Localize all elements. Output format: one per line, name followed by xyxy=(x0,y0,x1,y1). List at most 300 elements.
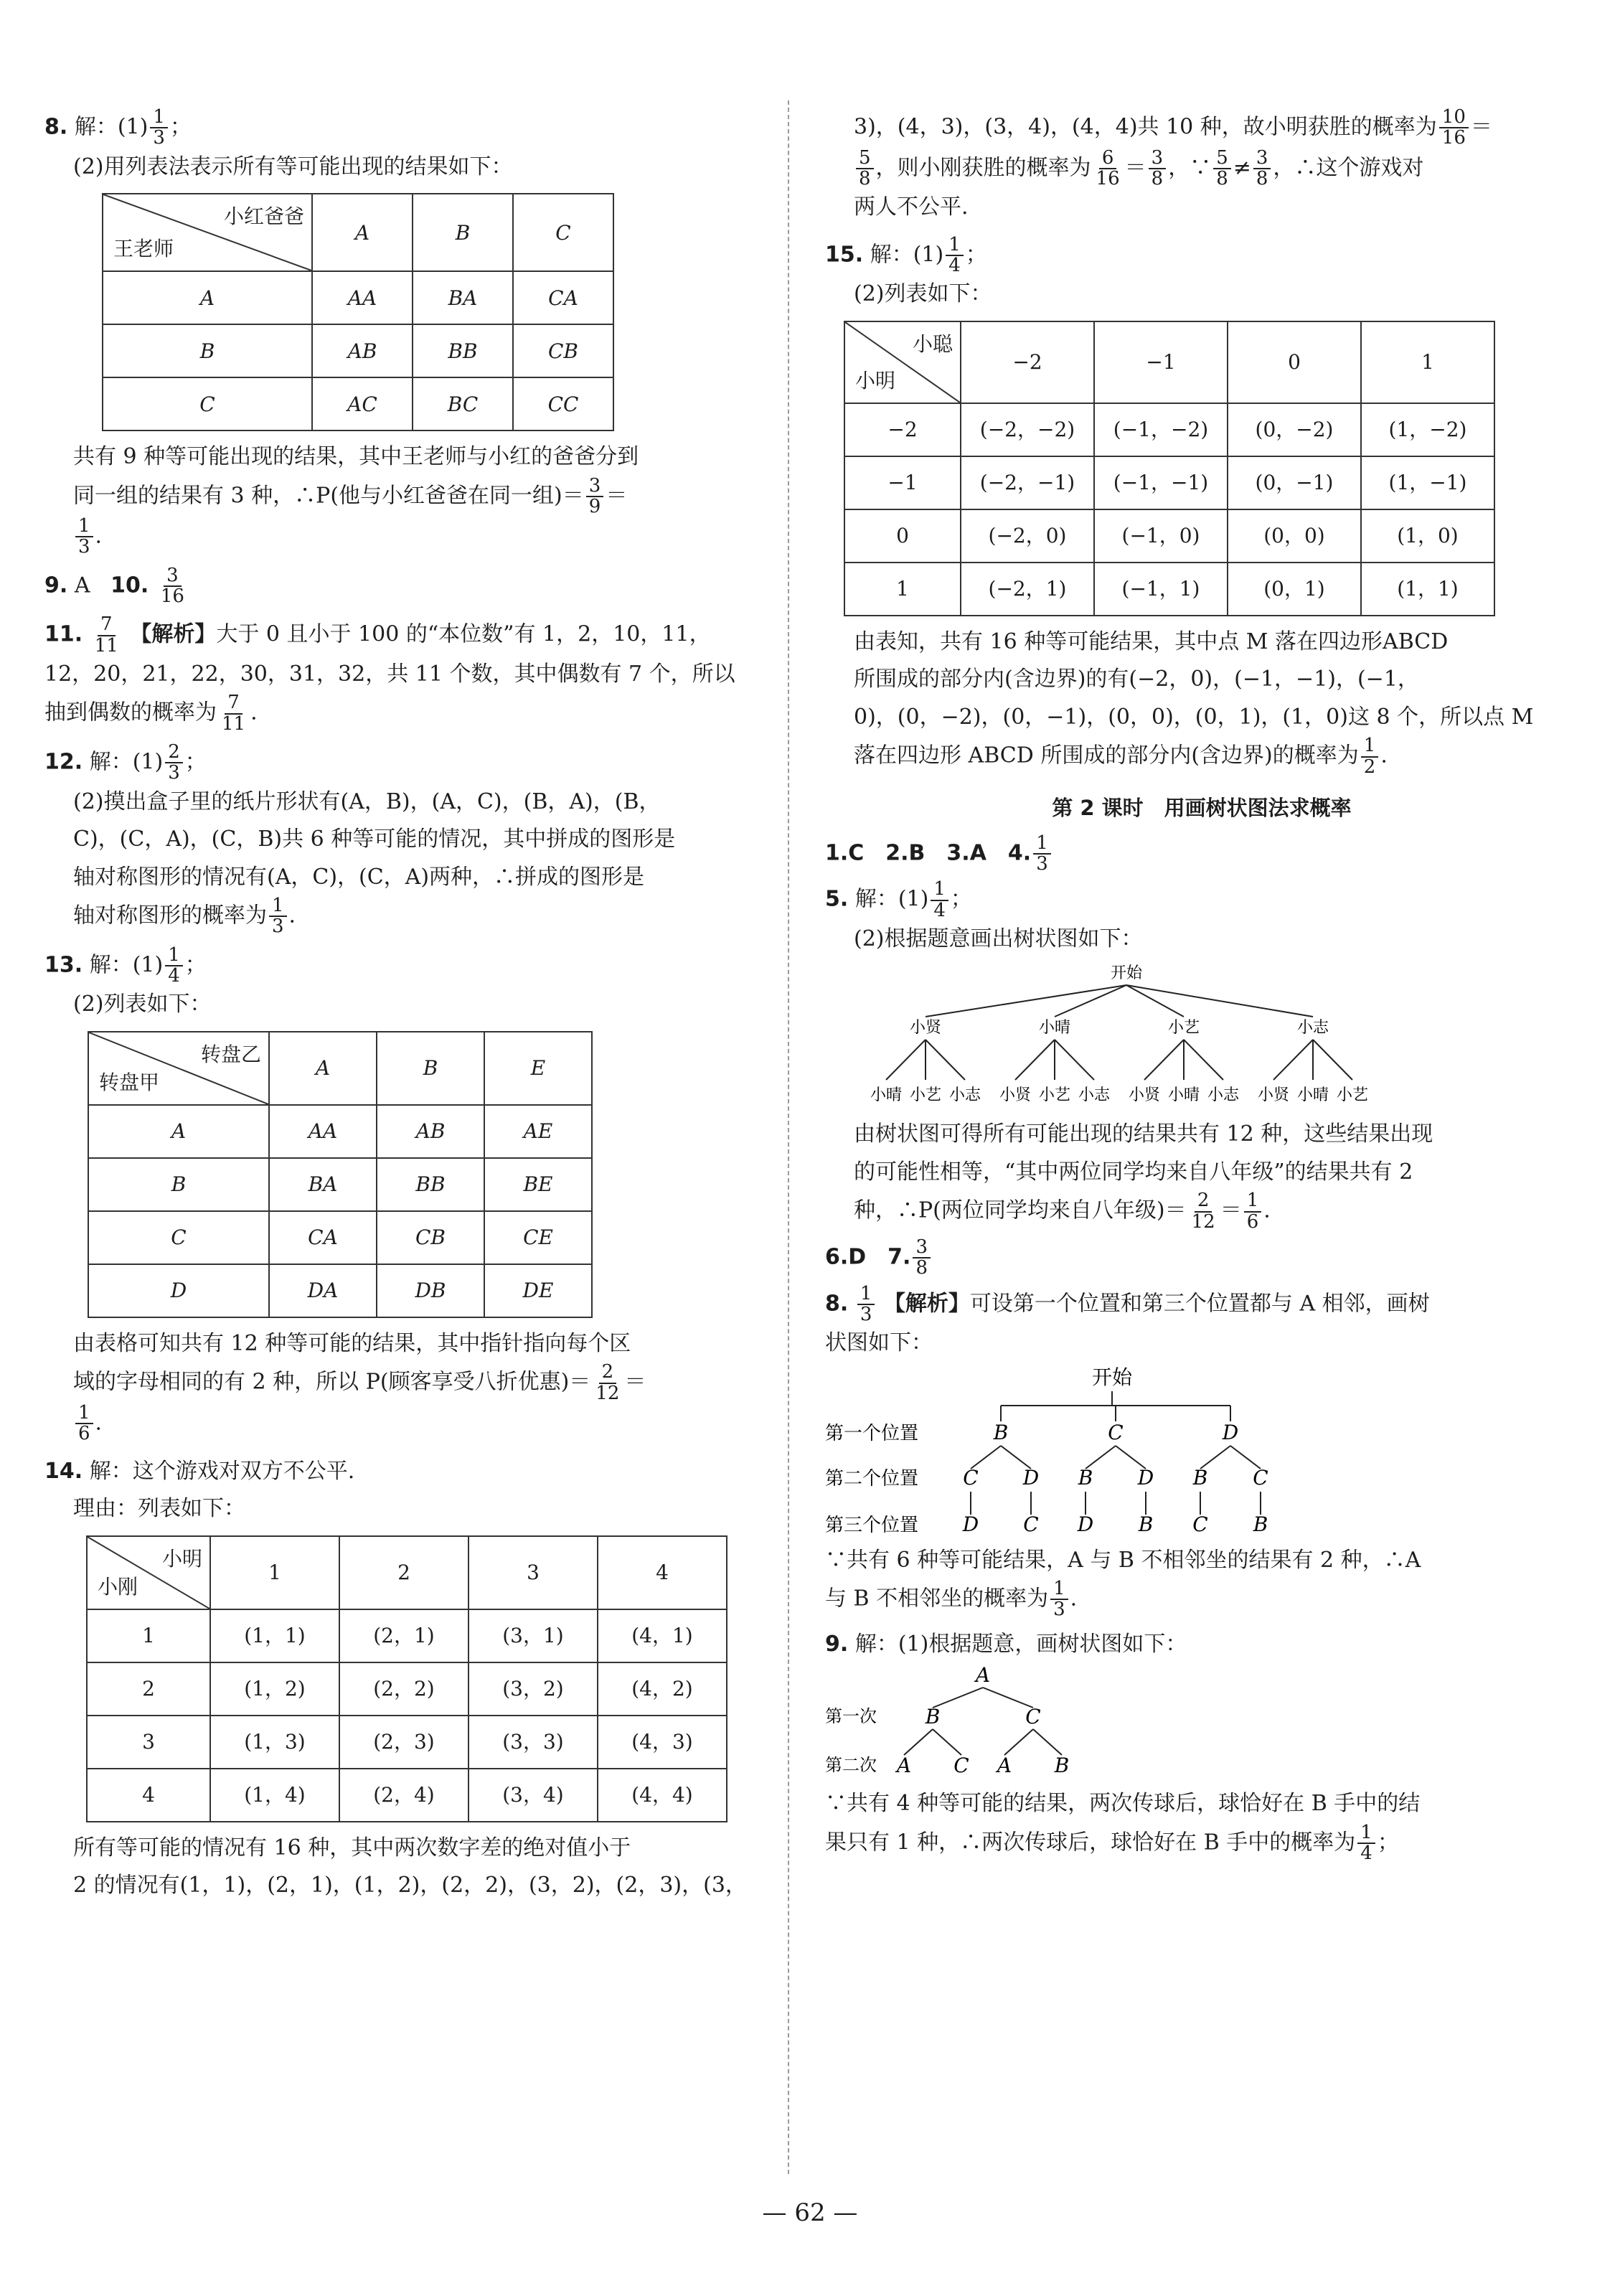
col-header: A xyxy=(312,194,413,271)
table-cell: (−2，0) xyxy=(961,509,1094,563)
answer-label: 解：(1) xyxy=(854,886,929,912)
answers: 1.C 2.B 3.A 4. xyxy=(825,839,1032,865)
row-header: 1 xyxy=(87,1609,210,1662)
text: 落在四边形 ABCD 所围成的部分内(含边界)的概率为 xyxy=(854,743,1359,768)
tree-branch xyxy=(1015,1040,1055,1080)
tree-node-label: C xyxy=(953,1754,969,1778)
numerator: 2 xyxy=(599,1363,617,1383)
tree-node-label: B xyxy=(1054,1754,1070,1778)
fraction xyxy=(75,1403,93,1444)
question-number: 11. xyxy=(44,621,83,647)
text: 与 B 不相邻坐的概率为 xyxy=(825,1586,1049,1612)
table-cell: BA xyxy=(269,1158,377,1211)
paragraph xyxy=(825,146,1578,189)
row-header: C xyxy=(88,1211,269,1264)
table-cell: (−2，1) xyxy=(961,563,1094,616)
fraction xyxy=(1361,736,1379,777)
text: ≠ xyxy=(1233,154,1251,180)
s9-head xyxy=(825,1626,1578,1664)
tree-node-label: 小艺 xyxy=(1038,1086,1071,1105)
denominator: 12 xyxy=(1191,1210,1215,1233)
numerator: 1 xyxy=(931,880,948,900)
tree-node-label: B xyxy=(925,1705,941,1729)
q13-head xyxy=(44,946,755,987)
table-cell: (0，−1) xyxy=(1228,456,1361,509)
numerator: 1 xyxy=(75,517,93,537)
numerator: 1 xyxy=(1361,736,1379,757)
tree-node-label: 第二个位置 xyxy=(825,1467,919,1490)
table-cell: AB xyxy=(312,324,413,377)
text: ＝ xyxy=(606,482,628,508)
tree-node-label: D xyxy=(1222,1420,1239,1444)
denominator: 6 xyxy=(1246,1210,1259,1233)
tree-node-label: B xyxy=(993,1420,1009,1444)
row-header: B xyxy=(103,324,312,377)
tree-node-label: 开始 xyxy=(1091,1365,1133,1389)
paragraph: 由树状图可得所有可能出现的结果共有 12 种，这些结果出现 xyxy=(854,1121,1433,1147)
tree-branch xyxy=(886,1040,926,1080)
numerator: 2 xyxy=(165,743,183,763)
text: ＝ xyxy=(1470,114,1492,140)
text: . xyxy=(1070,1586,1078,1612)
fraction xyxy=(150,108,168,149)
tree-node-label: 小志 xyxy=(1078,1086,1111,1105)
numerator: 2 xyxy=(1195,1191,1212,1212)
denominator: 8 xyxy=(859,167,871,189)
text: 可设第一个位置和第三个位置都与 A 相邻，画树 xyxy=(969,1290,1430,1316)
fraction xyxy=(856,146,874,189)
numerator: 1 xyxy=(1357,1823,1375,1844)
denominator: 11 xyxy=(222,712,246,735)
row-header: 1 xyxy=(844,563,961,616)
fraction xyxy=(1244,1191,1262,1232)
q12-head xyxy=(44,743,755,784)
corner-bottom-label: 小明 xyxy=(855,368,896,392)
col-header: 2 xyxy=(339,1536,468,1609)
numerator: 7 xyxy=(225,693,242,714)
fraction xyxy=(593,1363,622,1403)
table-cell: (0，1) xyxy=(1228,563,1361,616)
paragraph: (2)根据题意画出树状图如下： xyxy=(854,926,1143,951)
fraction xyxy=(931,880,948,921)
row-header: D xyxy=(88,1264,269,1317)
denominator: 8 xyxy=(1256,167,1268,189)
question-number: 15. xyxy=(825,241,864,267)
paragraph: 所围成的部分内(含边界)的有(−2，0)，(−1，−1)，(−1， xyxy=(854,667,1419,692)
answer-label: 解：(1) xyxy=(89,952,164,978)
numerator: 3 xyxy=(1149,149,1167,169)
paragraph: 轴对称图形的情况有(A，C)，(C，A)两种，∴拼成的图形是 xyxy=(73,864,645,890)
question-number: 8. xyxy=(825,1290,849,1316)
page-number: — 62 — xyxy=(762,2198,858,2227)
tree-node-label: 开始 xyxy=(1110,964,1143,983)
numerator: 3 xyxy=(164,566,182,587)
tree-node-label: D xyxy=(1022,1465,1040,1490)
col-header: B xyxy=(377,1032,484,1105)
tree-node-label: 第一个位置 xyxy=(825,1422,919,1444)
paragraph xyxy=(44,1363,755,1403)
row-header: A xyxy=(88,1105,269,1158)
denominator: 2 xyxy=(1363,756,1376,778)
numerator: 1 xyxy=(165,946,183,966)
table-cell: (−1，−2) xyxy=(1094,403,1228,456)
table-cell: AB xyxy=(377,1105,484,1158)
analysis-tag: 【解析】 xyxy=(130,621,217,647)
corner-bottom-label: 王老师 xyxy=(113,237,174,261)
paragraph xyxy=(44,517,755,557)
row-header: B xyxy=(88,1158,269,1211)
paragraph xyxy=(44,1403,755,1444)
table-cell: (2，2) xyxy=(339,1662,468,1716)
section-title: 第 2 课时 用画树状图法求概率 xyxy=(1052,795,1352,820)
paragraph: 的可能性相等，“其中两位同学均来自八年级”的结果共有 2 xyxy=(854,1159,1413,1185)
paragraph: 状图如下： xyxy=(825,1330,933,1356)
q14-table xyxy=(86,1535,727,1822)
text: ＝ xyxy=(1220,1198,1242,1223)
tree-node-label: 小贤 xyxy=(1128,1086,1161,1105)
text: . xyxy=(1380,743,1388,768)
table-cell: CC xyxy=(513,377,613,430)
tree-node-label: 小贤 xyxy=(999,1086,1032,1105)
denominator: 8 xyxy=(1151,167,1164,189)
paragraph: (2)列表如下： xyxy=(73,992,212,1017)
paragraph xyxy=(44,476,755,517)
numerator: 7 xyxy=(98,615,116,636)
text: . xyxy=(288,903,296,928)
table-corner xyxy=(87,1536,210,1609)
table-corner xyxy=(103,194,312,271)
col-header: 0 xyxy=(1228,321,1361,403)
analysis-tag: 【解析】 xyxy=(883,1290,970,1316)
corner-bottom-label: 小刚 xyxy=(98,1574,138,1599)
question-number: 14. xyxy=(44,1458,83,1484)
denominator: 4 xyxy=(948,254,961,276)
tree-node-label: 第一次 xyxy=(825,1706,877,1727)
denominator: 8 xyxy=(915,1257,928,1279)
punct: ； xyxy=(184,952,207,978)
s8-head xyxy=(825,1284,1578,1325)
tree-branch xyxy=(1055,1040,1094,1080)
answer: A xyxy=(74,573,90,598)
table-cell: (0，−2) xyxy=(1228,403,1361,456)
table-cell: (3，2) xyxy=(468,1662,598,1716)
answer-label: 解：这个游戏对双方不公平. xyxy=(89,1458,355,1484)
tree-node-label: C xyxy=(1253,1465,1268,1490)
paragraph: 所有等可能的情况有 16 种，其中两次数字差的绝对值小于 xyxy=(73,1835,631,1860)
col-header: C xyxy=(513,194,613,271)
tree-node-label: 小贤 xyxy=(909,1019,942,1038)
numerator: 5 xyxy=(1213,149,1231,169)
text: ； xyxy=(1377,1829,1399,1855)
punct: ； xyxy=(950,886,972,912)
q15-table xyxy=(844,321,1495,616)
denominator: 16 xyxy=(160,585,184,608)
numerator: 1 xyxy=(1244,1191,1262,1212)
numerator: 1 xyxy=(946,235,964,256)
text: ，则小刚获胜的概率为 xyxy=(875,154,1091,180)
text: 抽到偶数的概率为 xyxy=(44,700,217,725)
column-divider xyxy=(788,100,789,2174)
table-cell: AE xyxy=(484,1105,592,1158)
fraction xyxy=(165,946,183,987)
table-cell: (4，3) xyxy=(598,1716,727,1769)
numerator: 3 xyxy=(586,476,604,497)
tree-node-label: 小艺 xyxy=(1167,1019,1200,1038)
punct: ； xyxy=(169,114,192,140)
row-header: A xyxy=(103,271,312,324)
table-cell: CB xyxy=(513,324,613,377)
tree-node-label: C xyxy=(1023,1512,1039,1536)
row-header: −1 xyxy=(844,456,961,509)
table-cell: BE xyxy=(484,1158,592,1211)
row-header: −2 xyxy=(844,403,961,456)
fraction xyxy=(1149,146,1167,189)
denominator: 6 xyxy=(78,1423,90,1445)
tree-branch xyxy=(1055,985,1126,1017)
col-header: −2 xyxy=(961,321,1094,403)
table-cell: (−1，1) xyxy=(1094,563,1228,616)
denominator: 3 xyxy=(860,1303,872,1325)
tree-node-label: D xyxy=(1137,1465,1154,1490)
denominator: 3 xyxy=(272,916,284,938)
table-cell: (3，3) xyxy=(468,1716,598,1769)
col-header: 1 xyxy=(1361,321,1494,403)
tree-node-label: C xyxy=(1192,1512,1208,1536)
denominator: 9 xyxy=(588,495,601,517)
table-cell: (1，1) xyxy=(1361,563,1494,616)
tree-branch xyxy=(1144,1040,1184,1080)
col-header: 3 xyxy=(468,1536,598,1609)
table-cell: (−2，−1) xyxy=(961,456,1094,509)
numerator: 3 xyxy=(913,1238,931,1258)
denominator: 8 xyxy=(1216,167,1228,189)
fraction xyxy=(913,1238,931,1279)
denominator: 16 xyxy=(1441,127,1466,149)
table-cell: (4，4) xyxy=(598,1769,727,1822)
tree-node-label: 小贤 xyxy=(1257,1086,1290,1105)
denominator: 12 xyxy=(595,1382,620,1404)
tree-branch xyxy=(904,1729,933,1755)
text: . xyxy=(1263,1198,1271,1223)
paragraph: 由表格可知共有 12 种等可能的结果，其中指针指向每个区 xyxy=(73,1330,631,1356)
answer-label: 解：(1) xyxy=(74,114,149,140)
answers-6-7 xyxy=(825,1238,1578,1279)
paragraph xyxy=(44,693,755,734)
table-cell: (1，−2) xyxy=(1361,403,1494,456)
numerator: 1 xyxy=(1050,1579,1068,1600)
numerator: 1 xyxy=(150,108,168,128)
numerator: 1 xyxy=(857,1284,875,1305)
tree-branch xyxy=(926,1040,965,1080)
paragraph xyxy=(825,1579,1578,1620)
text: ＝ xyxy=(624,1369,646,1395)
text: 域的字母相同的有 2 种，所以 P(顾客享受八折优惠)＝ xyxy=(73,1369,591,1395)
q14-head xyxy=(44,1453,755,1491)
paragraph: 两人不公平. xyxy=(854,194,969,220)
table-cell: (3，1) xyxy=(468,1609,598,1662)
tree-node-label: A xyxy=(975,1663,991,1688)
answer-label: 解：(1) xyxy=(89,749,164,775)
table-cell: AA xyxy=(312,271,413,324)
paragraph: 2 的情况有(1，1)，(2，1)，(1，2)，(2，2)，(3，2)，(2，3)，(3， xyxy=(73,1873,747,1899)
tree-diagram-s8 xyxy=(825,1363,1342,1542)
table-cell: BB xyxy=(377,1158,484,1211)
table-cell: (1，1) xyxy=(210,1609,339,1662)
table-cell: CE xyxy=(484,1211,592,1264)
table-cell: BA xyxy=(413,271,513,324)
tree-branch xyxy=(1184,1040,1223,1080)
table-cell: (−1，−1) xyxy=(1094,456,1228,509)
tree-node-label: 小志 xyxy=(948,1086,981,1105)
paragraph xyxy=(825,1823,1578,1864)
denominator: 4 xyxy=(933,899,946,921)
punct: ； xyxy=(184,749,207,775)
fraction xyxy=(1213,146,1231,189)
tree-branch xyxy=(1273,1040,1313,1080)
fraction xyxy=(1439,108,1469,149)
table-cell: (0，0) xyxy=(1228,509,1361,563)
table-cell: (4，1) xyxy=(598,1609,727,1662)
question-number: 9. xyxy=(44,573,68,598)
tree-branch xyxy=(1313,1040,1352,1080)
tree-node-label: B xyxy=(1078,1465,1093,1490)
text: . xyxy=(95,1410,103,1436)
tree-node-label: 小晴 xyxy=(1296,1086,1329,1105)
right-column xyxy=(825,108,1578,1863)
paragraph: 0)，(0，−2)，(0，−1)，(0，0)，(0，1)，(1，0)这 8 个，所以点 M xyxy=(854,704,1534,730)
answer-label: 解：(1) xyxy=(870,241,944,267)
denominator: 4 xyxy=(168,965,180,987)
corner-top-label: 小红爸爸 xyxy=(223,204,304,229)
text: ，∴这个游戏对 xyxy=(1273,154,1424,180)
table-cell: (1，0) xyxy=(1361,509,1494,563)
fraction xyxy=(269,896,287,937)
numerator: 3 xyxy=(1253,149,1271,169)
numerator: 1 xyxy=(75,1403,93,1424)
denominator: 3 xyxy=(1036,852,1048,875)
q15-head xyxy=(825,235,1578,276)
numerator: 6 xyxy=(1099,149,1117,169)
left-column xyxy=(44,108,755,1905)
table-cell: DE xyxy=(484,1264,592,1317)
answer-label: 解：(1)根据题意，画树状图如下： xyxy=(854,1631,1187,1657)
table-cell: (4，2) xyxy=(598,1662,727,1716)
tree-node-label: C xyxy=(1025,1705,1041,1729)
fraction xyxy=(165,743,183,784)
tree-node-label: C xyxy=(963,1465,979,1490)
paragraph: 12，20，21，22，30，31，32，共 11 个数，其中偶数有 7 个，所以 xyxy=(44,661,735,687)
numerator: 5 xyxy=(856,149,874,169)
table-cell: BC xyxy=(413,377,513,430)
paragraph: 理由：列表如下： xyxy=(73,1496,245,1522)
q11 xyxy=(44,615,755,656)
text: ，∵ xyxy=(1168,154,1212,180)
tree-node-label: B xyxy=(1138,1512,1154,1536)
text: 3)，(4，3)，(3，4)，(4，4)共 10 种，故小明获胜的概率为 xyxy=(854,114,1437,140)
row-header: 3 xyxy=(87,1716,210,1769)
table-cell: CA xyxy=(513,271,613,324)
table-cell: (1，3) xyxy=(210,1716,339,1769)
corner-top-label: 转盘乙 xyxy=(200,1042,261,1066)
fraction xyxy=(1253,146,1271,189)
tree-diagram-s9 xyxy=(825,1663,1141,1785)
tree-node-label: B xyxy=(1192,1465,1208,1490)
tree-node-label: A xyxy=(896,1754,912,1778)
table-cell: (−2，−2) xyxy=(961,403,1094,456)
table-cell: AC xyxy=(312,377,413,430)
row-header: 4 xyxy=(87,1769,210,1822)
tree-node-label: 小志 xyxy=(1296,1019,1329,1038)
table-cell: DB xyxy=(377,1264,484,1317)
tree-node-label: A xyxy=(997,1754,1012,1778)
fraction xyxy=(1050,1579,1068,1620)
table-cell: DA xyxy=(269,1264,377,1317)
table-cell: CB xyxy=(377,1211,484,1264)
numerator: 1 xyxy=(1033,834,1051,855)
denominator: 11 xyxy=(94,634,118,657)
fraction xyxy=(857,1284,875,1325)
paragraph xyxy=(825,736,1578,777)
text: 种，∴P(两位同学均来自八年级)＝ xyxy=(854,1198,1187,1223)
tree-node-label: 小艺 xyxy=(1336,1086,1369,1105)
paragraph: ∵共有 4 种等可能的结果，两次传球后，球恰好在 B 手中的结 xyxy=(825,1791,1421,1817)
punct: ； xyxy=(965,241,987,267)
tree-node-label: D xyxy=(962,1512,979,1536)
denominator: 3 xyxy=(1053,1599,1065,1621)
corner-top-label: 小明 xyxy=(161,1546,202,1571)
paragraph: ∵共有 6 种等可能结果，A 与 B 不相邻坐的结果有 2 种，∴A xyxy=(825,1547,1421,1573)
tree-node-label: 小志 xyxy=(1207,1086,1240,1105)
denominator: 3 xyxy=(153,127,165,149)
denominator: 3 xyxy=(168,762,180,784)
answers: 6.D 7. xyxy=(825,1244,911,1270)
fraction xyxy=(586,476,604,517)
table-cell: (2，1) xyxy=(339,1609,468,1662)
tree-branch xyxy=(933,1688,983,1708)
tree-node-label: D xyxy=(1077,1512,1094,1536)
text: . xyxy=(250,700,258,725)
fraction xyxy=(219,693,248,734)
q8-table xyxy=(102,193,614,431)
col-header: 1 xyxy=(210,1536,339,1609)
fraction xyxy=(92,615,121,656)
col-header: E xyxy=(484,1032,592,1105)
tree-node-label: 第三个位置 xyxy=(825,1514,919,1536)
question-number: 13. xyxy=(44,952,83,978)
row-header: 2 xyxy=(87,1662,210,1716)
fraction xyxy=(75,517,93,557)
table-corner xyxy=(844,321,961,403)
col-header: −1 xyxy=(1094,321,1228,403)
paragraph: 由表知，共有 16 种等可能结果，其中点 M 落在四边形ABCD xyxy=(854,629,1449,654)
fraction xyxy=(1357,1823,1375,1864)
table-cell: (1，−1) xyxy=(1361,456,1494,509)
col-header: 4 xyxy=(598,1536,727,1609)
fraction xyxy=(1093,146,1123,189)
row-header: 0 xyxy=(844,509,961,563)
denominator: 3 xyxy=(78,536,90,558)
paragraph: (2)列表如下： xyxy=(854,281,992,307)
tree-branch xyxy=(933,1729,961,1755)
text: 同一组的结果有 3 种，∴P(他与小红爸爸在同一组)＝ xyxy=(73,482,584,508)
paragraph: C)，(C，A)，(C，B)共 6 种等可能的情况，其中拼成的图形是 xyxy=(73,827,676,852)
paragraph: (2)摸出盒子里的纸片形状有(A，B)，(A，C)，(B，A)，(B， xyxy=(73,789,661,814)
text: 果只有 1 种，∴两次传球后，球恰好在 B 手中的概率为 xyxy=(825,1829,1356,1855)
fraction xyxy=(1189,1191,1218,1232)
paragraph xyxy=(825,1191,1578,1232)
denominator: 4 xyxy=(1360,1842,1372,1864)
table-cell: (3，4) xyxy=(468,1769,598,1822)
